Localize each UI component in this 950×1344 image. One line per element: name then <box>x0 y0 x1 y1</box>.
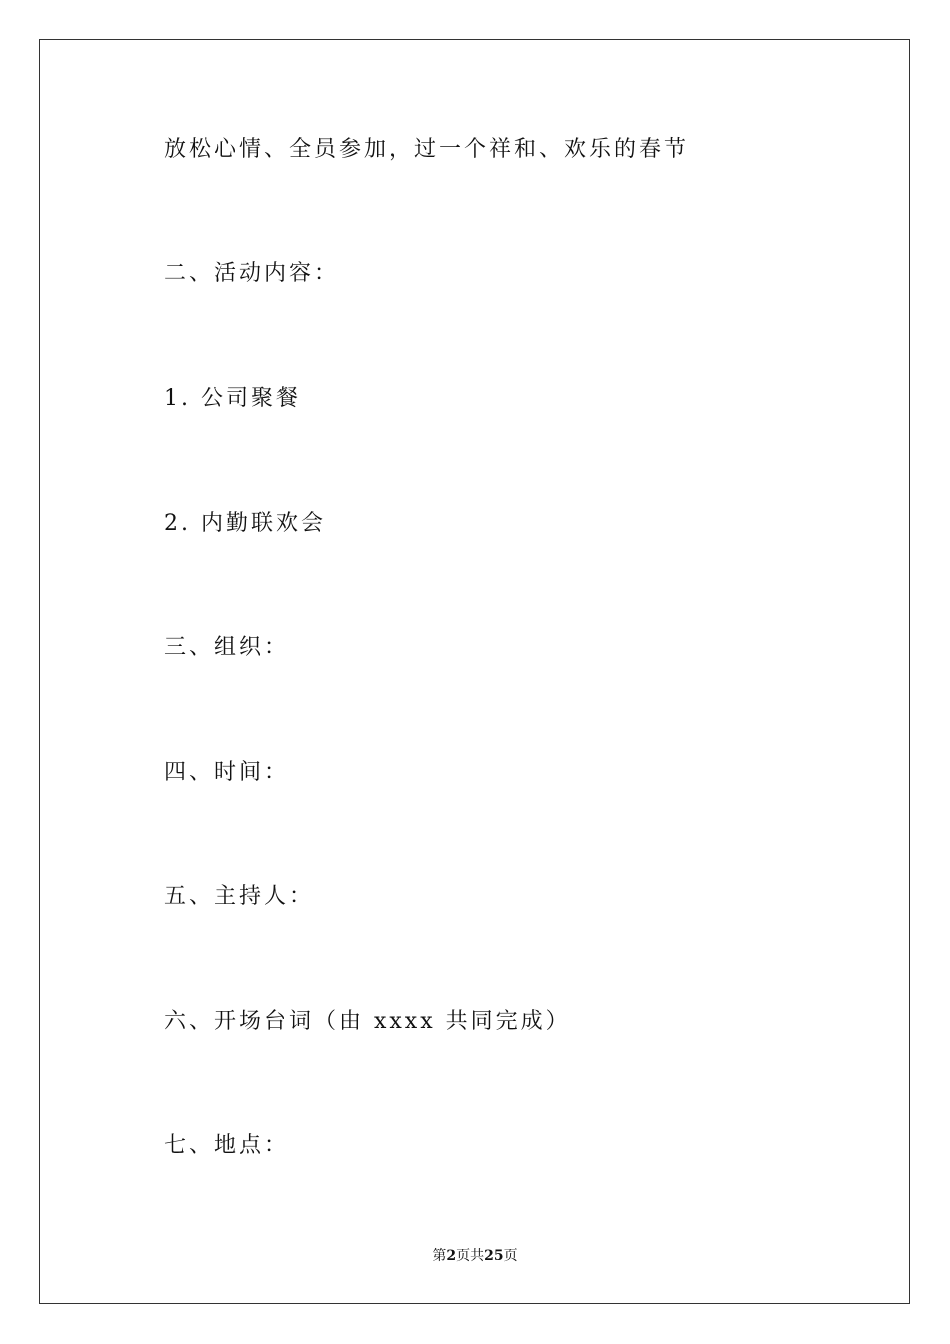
total-pages: 25 <box>484 1248 504 1264</box>
total-prefix: 共 <box>470 1248 485 1264</box>
section-heading-host: 五、主持人： <box>164 884 315 909</box>
page-prefix: 第 <box>432 1248 447 1264</box>
section-heading-opening-lines: 六、开场台词（由 xxxx 共同完成） <box>164 1009 571 1034</box>
section-heading-location: 七、地点： <box>164 1133 290 1158</box>
page-footer <box>0 1247 950 1265</box>
section-heading-time: 四、时间： <box>164 760 290 785</box>
list-item-party: 2. 内勤联欢会 <box>164 511 326 536</box>
section-heading-activity-content: 二、活动内容： <box>164 261 340 286</box>
section-heading-organization: 三、组织： <box>164 635 290 660</box>
total-suffix: 页 <box>503 1248 518 1264</box>
page-number: 2 <box>446 1248 457 1264</box>
page-suffix: 页 <box>456 1248 471 1264</box>
page-frame <box>39 39 910 1304</box>
body-line-1: 放松心情、全员参加，过一个祥和、欢乐的春节 <box>164 137 690 162</box>
list-item-company-dinner: 1. 公司聚餐 <box>164 386 301 411</box>
